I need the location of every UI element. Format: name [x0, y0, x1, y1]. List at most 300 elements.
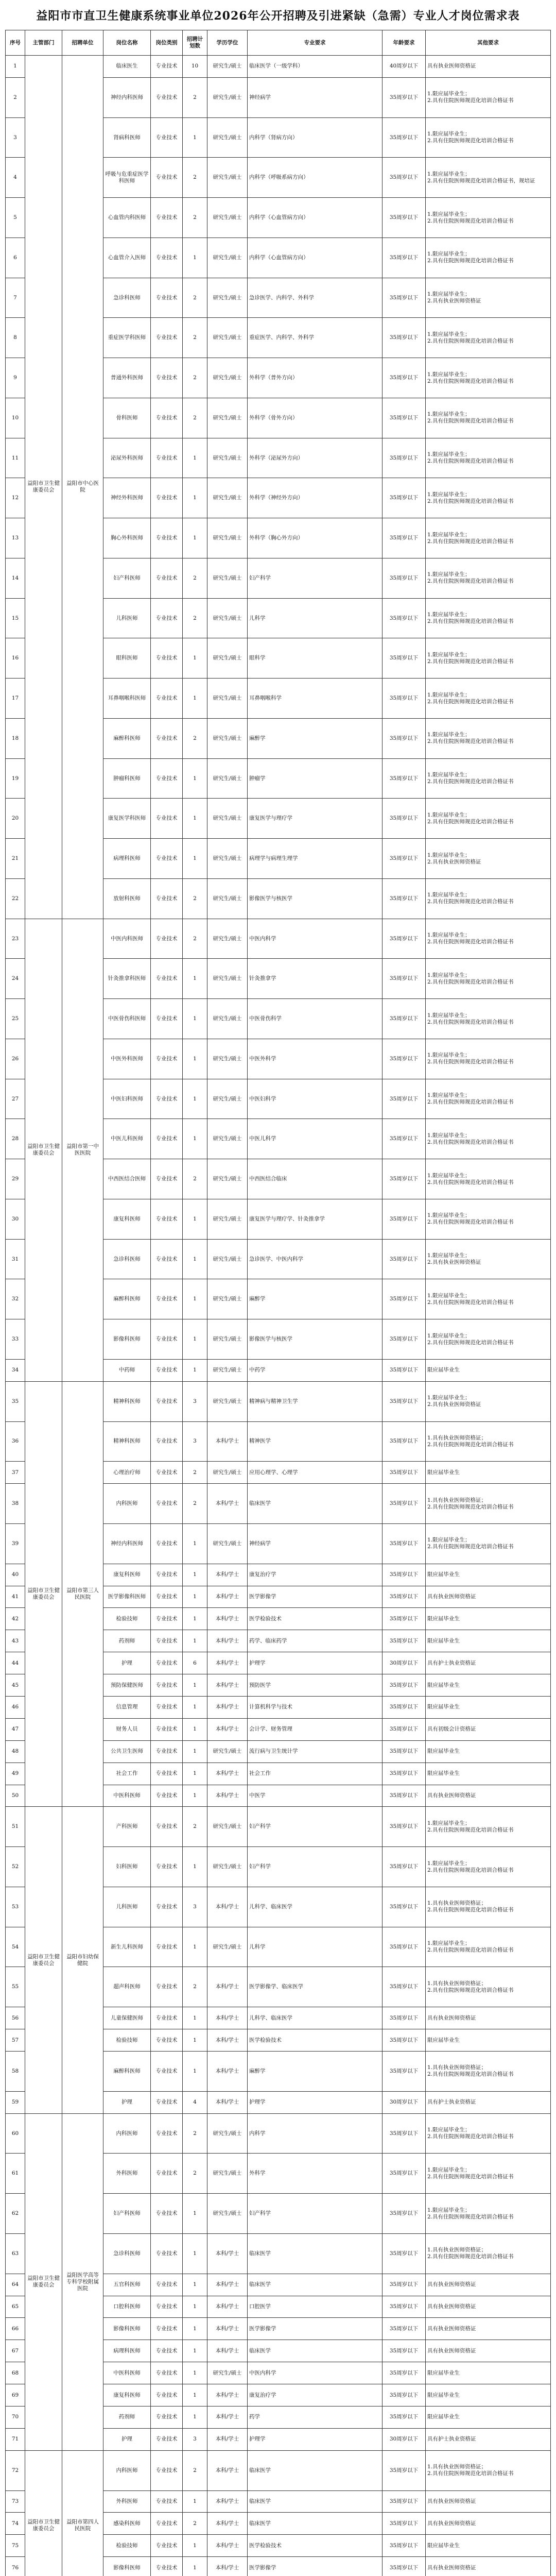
unit-cell: 益阳市中心医院 [62, 56, 103, 919]
department-cell: 益阳市卫生健康委员会 [25, 2450, 62, 2576]
other-requirement: 1.限应届毕业生； 2.具有住院医师规范化培训合格证书 [426, 799, 551, 839]
position-type: 专业技术 [151, 56, 183, 78]
education: 本科/学士 [207, 1785, 248, 1807]
other-requirement: 1.限应届毕业生； 2.具有执业医师资格证 [426, 1239, 551, 1279]
row-number: 17 [6, 679, 25, 719]
age-requirement: 35周岁以下 [383, 2029, 426, 2052]
row-number: 8 [6, 318, 25, 358]
plan-count: 1 [183, 2194, 207, 2234]
position-name: 泌尿外科医师 [103, 438, 151, 478]
table-wrapper [5, 30, 551, 2576]
other-requirement: 1.限应届毕业生； 2.具有住院医师规范化培训合格证书 [426, 1807, 551, 1847]
position-name: 护理 [103, 2428, 151, 2450]
major-requirement: 康复医学与理疗学 [248, 799, 383, 839]
other-requirement: 具有执业医师资格证 [426, 2340, 551, 2362]
education: 研究生/硕士 [207, 679, 248, 719]
major-requirement: 麻醉学 [248, 1279, 383, 1319]
position-name: 感染科医师 [103, 2513, 151, 2535]
row-number: 18 [6, 718, 25, 758]
age-requirement: 35周岁以下 [383, 2194, 426, 2234]
plan-count: 1 [183, 2296, 207, 2318]
plan-count: 2 [183, 2113, 207, 2154]
row-number: 12 [6, 478, 25, 518]
position-type: 专业技术 [151, 1159, 183, 1199]
major-requirement: 精神医学 [248, 1421, 383, 1462]
plan-count: 1 [183, 1239, 207, 1279]
age-requirement: 35周岁以下 [383, 758, 426, 799]
row-number: 57 [6, 2029, 25, 2052]
row-number: 20 [6, 799, 25, 839]
position-name: 药剂师 [103, 1630, 151, 1652]
age-requirement: 35周岁以下 [383, 1462, 426, 1484]
row-number: 41 [6, 1586, 25, 1608]
plan-count: 1 [183, 1718, 207, 1740]
position-name: 麻醉科医师 [103, 2052, 151, 2092]
other-requirement: 限应届毕业生 [426, 1740, 551, 1762]
age-requirement: 35周岁以下 [383, 2154, 426, 2194]
plan-count: 1 [183, 999, 207, 1039]
major-requirement: 妇产科学 [248, 1807, 383, 1847]
education: 研究生/硕士 [207, 518, 248, 558]
plan-count: 1 [183, 438, 207, 478]
age-requirement: 35周岁以下 [383, 1887, 426, 1927]
major-requirement: 药学 [248, 2406, 383, 2428]
plan-count: 2 [183, 77, 207, 117]
row-number: 16 [6, 638, 25, 679]
age-requirement: 35周岁以下 [383, 2233, 426, 2274]
position-type: 专业技术 [151, 1586, 183, 1608]
education: 本科/学士 [207, 2513, 248, 2535]
major-requirement: 医学影像学 [248, 2557, 383, 2576]
age-requirement: 35周岁以下 [383, 398, 426, 438]
position-type: 专业技术 [151, 518, 183, 558]
position-type: 专业技术 [151, 2113, 183, 2154]
education: 研究生/硕士 [207, 558, 248, 598]
education: 本科/学士 [207, 1484, 248, 1524]
major-requirement: 儿科学、临床医学 [248, 1887, 383, 1927]
education: 本科/学士 [207, 1652, 248, 1674]
position-name: 护理 [103, 2091, 151, 2113]
age-requirement: 35周岁以下 [383, 1762, 426, 1785]
education: 研究生/硕士 [207, 1740, 248, 1762]
position-type: 专业技术 [151, 1847, 183, 1887]
major-requirement: 临床医学 [248, 2340, 383, 2362]
age-requirement: 35周岁以下 [383, 1119, 426, 1159]
education: 研究生/硕士 [207, 799, 248, 839]
plan-count: 1 [183, 238, 207, 278]
major-requirement: 耳鼻咽喉科学 [248, 679, 383, 719]
row-number: 32 [6, 1279, 25, 1319]
position-name: 麻醉科医师 [103, 718, 151, 758]
education: 本科/学士 [207, 2318, 248, 2340]
plan-count: 1 [183, 638, 207, 679]
major-requirement: 医学影像学、临床医学 [248, 1967, 383, 2007]
position-type: 专业技术 [151, 558, 183, 598]
plan-count: 1 [183, 2406, 207, 2428]
other-requirement: 1.限应届毕业生； 2.具有住院医师规范化培训合格证书 [426, 1079, 551, 1119]
age-requirement: 35周岁以下 [383, 598, 426, 638]
age-requirement: 35周岁以下 [383, 77, 426, 117]
education: 本科/学士 [207, 2340, 248, 2362]
row-number: 11 [6, 438, 25, 478]
plan-count: 1 [183, 679, 207, 719]
table-row [6, 1807, 551, 1847]
position-name: 放射科医师 [103, 878, 151, 919]
plan-count: 2 [183, 718, 207, 758]
age-requirement: 35周岁以下 [383, 238, 426, 278]
plan-count: 1 [183, 1586, 207, 1608]
other-requirement: 限应届毕业生 [426, 1674, 551, 1697]
position-name: 内科医师 [103, 2450, 151, 2490]
education: 研究生/硕士 [207, 198, 248, 238]
position-name: 社会工作 [103, 1762, 151, 1785]
position-type: 专业技术 [151, 758, 183, 799]
row-number: 5 [6, 198, 25, 238]
table-row [6, 2113, 551, 2154]
row-number: 29 [6, 1159, 25, 1199]
education: 本科/学士 [207, 1674, 248, 1697]
education: 本科/学士 [207, 1586, 248, 1608]
age-requirement: 35周岁以下 [383, 318, 426, 358]
plan-count: 1 [183, 1359, 207, 1381]
position-name: 神经内科医师 [103, 1523, 151, 1564]
plan-count: 2 [183, 878, 207, 919]
other-requirement: 具有执业医师资格证 [426, 1586, 551, 1608]
major-requirement: 社会工作 [248, 1762, 383, 1785]
education: 研究生/硕士 [207, 1462, 248, 1484]
plan-count: 1 [183, 2557, 207, 2576]
row-number: 15 [6, 598, 25, 638]
position-type: 专业技术 [151, 679, 183, 719]
position-type: 专业技术 [151, 2384, 183, 2406]
major-requirement: 内科学 [248, 2113, 383, 2154]
position-type: 专业技术 [151, 1039, 183, 1079]
position-type: 专业技术 [151, 839, 183, 879]
major-requirement: 口腔医学 [248, 2296, 383, 2318]
other-requirement: 限应届毕业生 [426, 1630, 551, 1652]
other-requirement: 1.限应届毕业生； 2.具有执业医师资格证 [426, 839, 551, 879]
position-name: 病理科医师 [103, 2340, 151, 2362]
position-name: 麻醉科医师 [103, 1279, 151, 1319]
education: 研究生/硕士 [207, 758, 248, 799]
age-requirement: 35周岁以下 [383, 117, 426, 158]
position-type: 专业技术 [151, 2340, 183, 2362]
position-type: 专业技术 [151, 2406, 183, 2428]
other-requirement: 具有执业医师资格证 [426, 2490, 551, 2513]
other-requirement: 1.限应届毕业生； 2.具有住院医师规范化培训合格证书 [426, 478, 551, 518]
position-name: 骨科医师 [103, 398, 151, 438]
education: 本科/学士 [207, 2029, 248, 2052]
major-requirement: 医学检验技术 [248, 1608, 383, 1630]
education: 研究生/硕士 [207, 318, 248, 358]
other-requirement: 1.限应届毕业生； 2.具有住院医师规范化培训合格证书 [426, 2113, 551, 2154]
age-requirement: 40周岁以下 [383, 56, 426, 78]
row-number: 30 [6, 1199, 25, 1239]
major-requirement: 麻醉学 [248, 718, 383, 758]
other-requirement: 1.限应届毕业生； 2.具有住院医师规范化培训合格证书 [426, 598, 551, 638]
position-type: 专业技术 [151, 398, 183, 438]
plan-count: 1 [183, 1119, 207, 1159]
major-requirement: 临床医学 [248, 2233, 383, 2274]
position-type: 专业技术 [151, 1462, 183, 1484]
position-type: 专业技术 [151, 198, 183, 238]
plan-count: 2 [183, 1484, 207, 1524]
other-requirement: 1.限应届毕业生； 2.具有住院医师规范化培训合格证书 [426, 358, 551, 398]
row-number: 59 [6, 2091, 25, 2113]
position-name: 心血管内科医师 [103, 198, 151, 238]
row-number: 49 [6, 1762, 25, 1785]
major-requirement: 康复治疗学 [248, 1564, 383, 1586]
row-number: 31 [6, 1239, 25, 1279]
education: 研究生/硕士 [207, 959, 248, 999]
position-name: 内科医师 [103, 1484, 151, 1524]
age-requirement: 35周岁以下 [383, 1381, 426, 1421]
unit-cell: 益阳市妇幼保健院 [62, 1807, 103, 2113]
position-type: 专业技术 [151, 799, 183, 839]
age-requirement: 35周岁以下 [383, 1199, 426, 1239]
row-number: 2 [6, 77, 25, 117]
other-requirement: 1.限应届毕业生； 2.具有住院医师规范化培训合格证书 [426, 77, 551, 117]
unit-cell: 益阳市第一中医医院 [62, 919, 103, 1381]
other-requirement: 1.具有执业医师资格证； 2.具有住院医师规范化培训合格证书 [426, 2052, 551, 2092]
age-requirement: 35周岁以下 [383, 1608, 426, 1630]
education: 研究生/硕士 [207, 999, 248, 1039]
other-requirement: 1.限应届毕业生； 2.具有住院医师规范化培训合格证书 [426, 1279, 551, 1319]
education: 本科/学士 [207, 1564, 248, 1586]
other-requirement: 1.具有执业医师资格证； 2.具有住院医师规范化培训合格证书 [426, 1421, 551, 1462]
age-requirement: 35周岁以下 [383, 679, 426, 719]
plan-count: 1 [183, 2007, 207, 2029]
position-type: 专业技术 [151, 919, 183, 959]
major-requirement: 中医学 [248, 1785, 383, 1807]
position-name: 外科医师 [103, 2490, 151, 2513]
position-type: 专业技术 [151, 1359, 183, 1381]
plan-count: 1 [183, 1608, 207, 1630]
row-number: 72 [6, 2450, 25, 2490]
education: 研究生/硕士 [207, 1159, 248, 1199]
major-requirement: 护理学 [248, 2091, 383, 2113]
row-number: 35 [6, 1381, 25, 1421]
position-name: 呼吸与危重症医学科医师 [103, 158, 151, 198]
row-number: 67 [6, 2340, 25, 2362]
other-requirement: 具有护士执业资格证 [426, 2091, 551, 2113]
position-type: 专业技术 [151, 2318, 183, 2340]
plan-count: 2 [183, 2513, 207, 2535]
row-number: 55 [6, 1967, 25, 2007]
position-name: 耳鼻咽喉科医师 [103, 679, 151, 719]
education: 研究生/硕士 [207, 238, 248, 278]
other-requirement: 1.限应届毕业生； 2.具有执业医师资格证 [426, 278, 551, 318]
plan-count: 1 [183, 2233, 207, 2274]
major-requirement: 临床医学（一级学科） [248, 56, 383, 78]
plan-count: 1 [183, 2535, 207, 2557]
row-number: 53 [6, 1887, 25, 1927]
major-requirement: 神经病学 [248, 77, 383, 117]
other-requirement: 1.限应届毕业生； 2.具有住院医师规范化培训合格证书 [426, 438, 551, 478]
age-requirement: 35周岁以下 [383, 1697, 426, 1719]
department-cell: 益阳市卫生健康委员会 [25, 1381, 62, 1807]
age-requirement: 35周岁以下 [383, 158, 426, 198]
row-number: 1 [6, 56, 25, 78]
row-number: 21 [6, 839, 25, 879]
other-requirement: 1.限应届毕业生； 2.具有住院医师规范化培训合格证书 [426, 1847, 551, 1887]
education: 研究生/硕士 [207, 1523, 248, 1564]
plan-count: 1 [183, 1079, 207, 1119]
position-type: 专业技术 [151, 238, 183, 278]
row-number: 7 [6, 278, 25, 318]
unit-cell: 益阳医学高等专科学校附属医院 [62, 2113, 103, 2450]
other-requirement: 具有执业医师资格证 [426, 2513, 551, 2535]
major-requirement: 康复医学与理疗学、针灸推拿学 [248, 1199, 383, 1239]
plan-count: 1 [183, 478, 207, 518]
education: 研究生/硕士 [207, 1319, 248, 1360]
position-name: 儿科医师 [103, 598, 151, 638]
other-requirement: 1.限应届毕业生； 2.具有住院医师规范化培训合格证书 [426, 398, 551, 438]
major-requirement: 外科学 [248, 2154, 383, 2194]
other-requirement: 1.限应届毕业生； 2.具有住院医师规范化培训合格证书 [426, 117, 551, 158]
position-type: 专业技术 [151, 1785, 183, 1807]
other-requirement: 具有执业医师资格证 [426, 2318, 551, 2340]
major-requirement: 外科学（普外方向） [248, 358, 383, 398]
education: 本科/学士 [207, 2428, 248, 2450]
header-cell: 招聘单位 [62, 30, 103, 56]
age-requirement: 35周岁以下 [383, 1484, 426, 1524]
other-requirement: 1.限应届毕业生； 2.具有住院医师规范化培训合格证书 [426, 919, 551, 959]
other-requirement: 1.限应届毕业生； 2.具有住院医师规范化培训合格证书 [426, 959, 551, 999]
major-requirement: 眼科学 [248, 638, 383, 679]
plan-count: 1 [183, 758, 207, 799]
other-requirement: 限应届毕业生 [426, 1762, 551, 1785]
position-name: 超声科医师 [103, 1967, 151, 2007]
education: 研究生/硕士 [207, 1119, 248, 1159]
age-requirement: 35周岁以下 [383, 718, 426, 758]
other-requirement: 1.限应届毕业生； 2.具有住院医师规范化培训合格证书 [426, 878, 551, 919]
header-cell: 序号 [6, 30, 25, 56]
position-name: 精神科医师 [103, 1421, 151, 1462]
other-requirement: 1.限应届毕业生； 2.具有住院医师规范化培训合格证书 [426, 558, 551, 598]
row-number: 42 [6, 1608, 25, 1630]
education: 本科/学士 [207, 1630, 248, 1652]
plan-count: 1 [183, 959, 207, 999]
position-type: 专业技术 [151, 1927, 183, 1967]
age-requirement: 35周岁以下 [383, 959, 426, 999]
other-requirement: 限应届毕业生 [426, 1697, 551, 1719]
education: 研究生/硕士 [207, 878, 248, 919]
row-number: 68 [6, 2362, 25, 2384]
major-requirement: 外科学（神经外方向） [248, 478, 383, 518]
major-requirement: 计算机科学与技术 [248, 1697, 383, 1719]
age-requirement: 35周岁以下 [383, 278, 426, 318]
position-name: 中医儿科医师 [103, 1119, 151, 1159]
major-requirement: 中医内科学 [248, 919, 383, 959]
age-requirement: 35周岁以下 [383, 999, 426, 1039]
position-type: 专业技术 [151, 2513, 183, 2535]
major-requirement: 儿科学、临床医学 [248, 2007, 383, 2029]
age-requirement: 35周岁以下 [383, 1159, 426, 1199]
department-cell: 益阳市卫生健康委员会 [25, 1807, 62, 2113]
position-type: 专业技术 [151, 2029, 183, 2052]
table-row [6, 56, 551, 78]
row-number: 74 [6, 2513, 25, 2535]
position-name: 妇产科医师 [103, 2194, 151, 2234]
other-requirement: 1.具有执业医师资格证； 2.具有住院医师规范化培训合格证书 [426, 2450, 551, 2490]
position-type: 专业技术 [151, 878, 183, 919]
major-requirement: 护理学 [248, 1652, 383, 1674]
education: 研究生/硕士 [207, 2113, 248, 2154]
age-requirement: 35周岁以下 [383, 878, 426, 919]
major-requirement: 妇产科学 [248, 1847, 383, 1887]
unit-cell: 益阳市第三人民医院 [62, 1381, 103, 1807]
header-cell: 岗位名称 [103, 30, 151, 56]
other-requirement: 限应届毕业生 [426, 2029, 551, 2052]
row-number: 39 [6, 1523, 25, 1564]
education: 研究生/硕士 [207, 117, 248, 158]
major-requirement: 影像医学与核医学 [248, 1319, 383, 1360]
plan-count: 1 [183, 518, 207, 558]
major-requirement: 麻醉学 [248, 2052, 383, 2092]
row-number: 4 [6, 158, 25, 198]
row-number: 22 [6, 878, 25, 919]
row-number: 24 [6, 959, 25, 999]
position-type: 专业技术 [151, 438, 183, 478]
plan-count: 1 [183, 1762, 207, 1785]
unit-cell: 益阳市第四人民医院 [62, 2450, 103, 2576]
education: 本科/学士 [207, 2007, 248, 2029]
position-name: 妇科医师 [103, 1847, 151, 1887]
major-requirement: 中医妇科学 [248, 1079, 383, 1119]
department-cell: 益阳市卫生健康委员会 [25, 2113, 62, 2450]
position-type: 专业技术 [151, 2362, 183, 2384]
major-requirement: 急诊医学、中医内科学 [248, 1239, 383, 1279]
education: 研究生/硕士 [207, 478, 248, 518]
major-requirement: 中药学 [248, 1359, 383, 1381]
position-type: 专业技术 [151, 358, 183, 398]
position-type: 专业技术 [151, 158, 183, 198]
age-requirement: 30周岁以下 [383, 2091, 426, 2113]
position-type: 专业技术 [151, 2428, 183, 2450]
row-number: 34 [6, 1359, 25, 1381]
position-type: 专业技术 [151, 1079, 183, 1119]
age-requirement: 35周岁以下 [383, 1239, 426, 1279]
position-name: 妇产科医师 [103, 558, 151, 598]
education: 本科/学士 [207, 2296, 248, 2318]
position-name: 外科医师 [103, 2154, 151, 2194]
position-name: 心理治疗师 [103, 1462, 151, 1484]
other-requirement: 限应届毕业生 [426, 2406, 551, 2428]
major-requirement: 妇产科学 [248, 2194, 383, 2234]
age-requirement: 35周岁以下 [383, 2052, 426, 2092]
position-type: 专业技术 [151, 718, 183, 758]
plan-count: 4 [183, 2091, 207, 2113]
age-requirement: 35周岁以下 [383, 1359, 426, 1381]
major-requirement: 临床医学 [248, 2490, 383, 2513]
position-type: 专业技术 [151, 1652, 183, 1674]
row-number: 63 [6, 2233, 25, 2274]
education: 研究生/硕士 [207, 1847, 248, 1887]
other-requirement: 具有执业医师资格证 [426, 2557, 551, 2576]
row-number: 36 [6, 1421, 25, 1462]
row-number: 65 [6, 2296, 25, 2318]
position-name: 中医骨伤科医师 [103, 999, 151, 1039]
other-requirement: 限应届毕业生 [426, 2535, 551, 2557]
education: 研究生/硕士 [207, 2362, 248, 2384]
position-name: 中医妇科医师 [103, 1079, 151, 1119]
plan-count: 2 [183, 1462, 207, 1484]
plan-count: 1 [183, 2318, 207, 2340]
position-name: 康复医学科医师 [103, 799, 151, 839]
major-requirement: 中医外科学 [248, 1039, 383, 1079]
plan-count: 2 [183, 1807, 207, 1847]
